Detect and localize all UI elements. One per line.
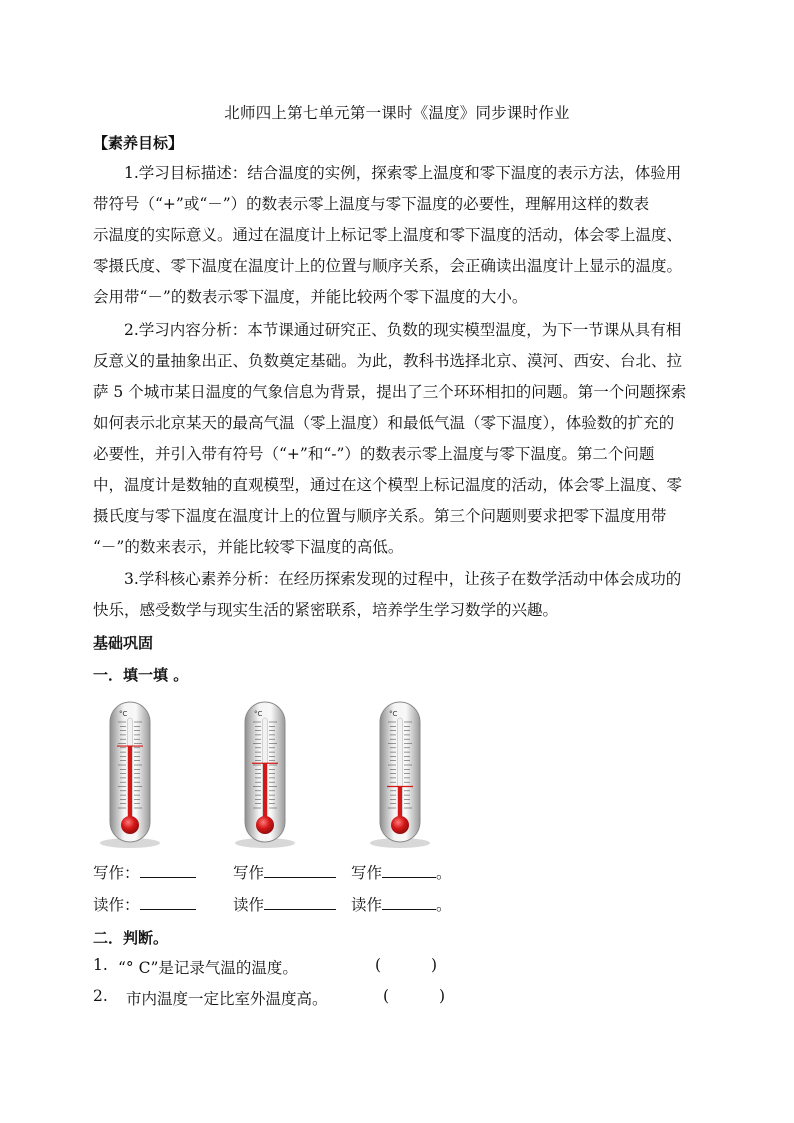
mercury-bulb xyxy=(121,816,139,834)
core-line: 3.学科核心素养分析：在经历探索发现的过程中，让孩子在数学活动中体会成功的 xyxy=(124,570,682,588)
goal-paragraph xyxy=(93,158,713,313)
judge-num: 2. xyxy=(93,987,108,1005)
content-line: 中，温度计是数轴的直观模型，通过在这个模型上标记温度的活动，体会零上温度、零 xyxy=(93,476,683,494)
content-line: 反意义的量抽象出正、负数奠定基础。为此，教科书选择北京、漠河、西安、台北、拉 xyxy=(93,352,683,370)
answer-paren-open[interactable]: ( xyxy=(375,956,382,974)
write-label-1: 写作： xyxy=(93,864,140,882)
write-blank-2[interactable] xyxy=(264,861,336,878)
thermometer-unit-label: °C xyxy=(254,710,263,718)
page-title: 北师四上第七单元第一课时《温度》同步课时作业 xyxy=(224,104,570,122)
goal-line: 带符号（“+”或“－”）的数表示零上温度与零下温度的必要性，理解用这样的数表 xyxy=(93,195,650,213)
content-line: “－”的数来表示，并能比较零下温度的高低。 xyxy=(93,538,404,556)
read-blank-3[interactable] xyxy=(382,893,436,910)
thermometer-1 xyxy=(95,700,165,850)
thermometer-2 xyxy=(230,700,300,850)
answer-paren-close[interactable]: ) xyxy=(431,956,438,974)
thermometer-unit-label: °C xyxy=(389,710,398,718)
write-blank-1[interactable] xyxy=(140,861,196,878)
goal-line: 会用带“－”的数表示零下温度，并能比较两个零下温度的大小。 xyxy=(93,288,528,306)
write-blank-3[interactable] xyxy=(382,861,436,878)
thermometer-row xyxy=(95,700,435,850)
write-label-2: 写作 xyxy=(233,864,265,882)
mercury-column xyxy=(263,763,267,824)
q2-title: 二．判断。 xyxy=(93,929,169,947)
goal-line: 零摄氏度、零下温度在温度计上的位置与顺序关系，会正确读出温度计上显示的温度。 xyxy=(93,257,683,275)
judge-item-2 xyxy=(93,987,493,1018)
section-basic-heading: 基础巩固 xyxy=(93,634,154,652)
goal-line: 示温度的实际意义。通过在温度计上标记零上温度和零下温度的活动，体会零上温度、 xyxy=(93,226,683,244)
judge-list xyxy=(93,956,493,1018)
write-row xyxy=(93,861,473,893)
content-line: 萨 5 个城市某日温度的气象信息为背景，提出了三个环环相扣的问题。第一个问题探索 xyxy=(93,383,687,401)
mercury-bulb xyxy=(391,816,409,834)
read-blank-2[interactable] xyxy=(264,893,336,910)
content-line: 必要性，并引入带有符号（“+”和“-”）的数表示零上温度与零下温度。第二个问题 xyxy=(93,445,655,463)
period: 。 xyxy=(436,864,452,882)
content-line: 2.学习内容分析：本节课通过研究正、负数的现实模型温度，为下一节课从具有相 xyxy=(124,321,682,339)
read-row xyxy=(93,893,473,925)
mercury-bulb xyxy=(256,816,274,834)
read-label-2: 读作 xyxy=(233,896,265,914)
thermometer-3 xyxy=(365,700,435,850)
mercury-column xyxy=(128,746,132,824)
read-blank-1[interactable] xyxy=(140,893,196,910)
period: 。 xyxy=(436,896,452,914)
read-label-3: 读作 xyxy=(351,896,383,914)
judge-text: 市内温度一定比室外温度高。 xyxy=(126,990,328,1008)
judge-text: “° C”是记录气温的温度。 xyxy=(118,959,298,977)
core-line: 快乐，感受数学与现实生活的紧密联系，培养学生学习数学的兴趣。 xyxy=(93,601,559,619)
q1-title: 一．填一填 。 xyxy=(93,666,189,684)
section-goal-heading: 【素养目标】 xyxy=(93,134,184,152)
content-line: 如何表示北京某天的最高气温（零上温度）和最低气温（零下温度），体验数的扩充的 xyxy=(93,414,675,432)
answer-lines xyxy=(93,861,473,925)
judge-item-1 xyxy=(93,956,493,987)
goal-line: 1.学习目标描述：结合温度的实例，探索零上温度和零下温度的表示方法，体验用 xyxy=(124,164,682,182)
content-paragraph xyxy=(93,315,713,563)
thermometer-unit-label: °C xyxy=(119,710,128,718)
read-label-1: 读作： xyxy=(93,896,140,914)
answer-paren-close[interactable]: ) xyxy=(439,987,446,1005)
core-paragraph xyxy=(93,564,713,626)
content-line: 摄氏度与零下温度在温度计上的位置与顺序关系。第三个问题则要求把零下温度用带 xyxy=(93,507,667,525)
judge-num: 1. xyxy=(93,956,108,974)
write-label-3: 写作 xyxy=(351,864,383,882)
answer-paren-open[interactable]: ( xyxy=(383,987,390,1005)
